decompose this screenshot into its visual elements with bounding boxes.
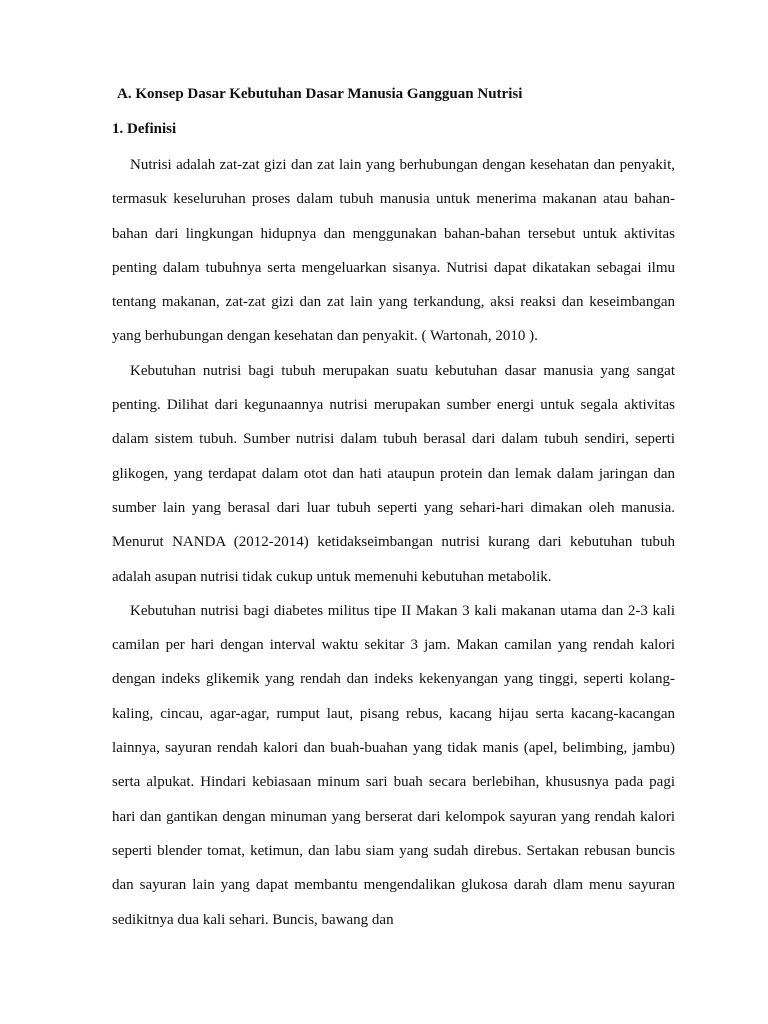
body-text bbox=[112, 148, 675, 934]
paragraph-definition: Nutrisi adalah zat-zat gizi dan zat lain yang berhubungan dengan kesehatan dan penyakit, termasuk keseluruhan proses dalam tubuh manusia untuk menerima makanan atau bahan-bahan dari lingkungan hidupnya dan menggunakan bahan-bahan tersebut untuk aktivitas penting dalam tubuhnya serta mengeluarkan sisanya. Nutrisi dapat dikatakan sebagai ilmu tentang makanan, zat-zat gizi dan zat lain yang terkandung, aksi reaksi dan keseimbangan yang berhubungan dengan kesehatan dan penyakit. ( Wartonah, 2010 ). bbox=[112, 157, 675, 345]
subsection-heading: 1. Definisi bbox=[112, 121, 177, 137]
paragraph-nutrition-needs: Kebutuhan nutrisi bagi tubuh merupakan suatu kebutuhan dasar manusia yang sangat penting. Dilihat dari kegunaannya nutrisi merupakan sumber energi untuk segala aktivitas dalam sistem tubuh. Sumber nutrisi dalam tubuh berasal dari dalam tubuh sendiri, seperti glikogen, yang terdapat dalam otot dan hati ataupun protein dan lemak dalam jaringan dan sumber lain yang berasal dari luar tubuh seperti yang sehari-hari dimakan oleh manusia. Menurut NANDA (2012-2014) ketidakseimbangan nutrisi kurang dari kebutuhan tubuh adalah asupan nutrisi tidak cukup untuk memenuhi kebutuhan metabolik. bbox=[112, 362, 675, 585]
paragraph-diabetes-nutrition: Kebutuhan nutrisi bagi diabetes militus tipe II Makan 3 kali makanan utama dan 2-3 kali camilan per hari dengan interval waktu sekitar 3 jam. Makan camilan yang rendah kalori dengan indeks glikemik yang rendah dan indeks kekenyangan yang tinggi, seperti kolang-kaling, cincau, agar-agar, rumput laut, pisang rebus, kacang hijau serta kacang-kacangan lainnya, sayuran rendah kalori dan buah-buahan yang tidak manis (apel, belimbing, jambu) serta alpukat. Hindari kebiasaan minum sari buah secara berlebihan, khususnya pada pagi hari dan gantikan dengan minuman yang berserat dari kelompok sayuran yang rendah kalori seperti blender tomat, ketimun, dan labu siam yang sudah direbus. Sertakan rebusan buncis dan sayuran lain yang dapat membantu mengendalikan glukosa darah dlam menu sayuran sedikitnya dua kali sehari. Buncis, bawang dan bbox=[112, 602, 675, 928]
section-heading: A. Konsep Dasar Kebutuhan Dasar Manusia Gangguan Nutrisi bbox=[117, 86, 523, 102]
paragraph-clip bbox=[112, 594, 675, 934]
